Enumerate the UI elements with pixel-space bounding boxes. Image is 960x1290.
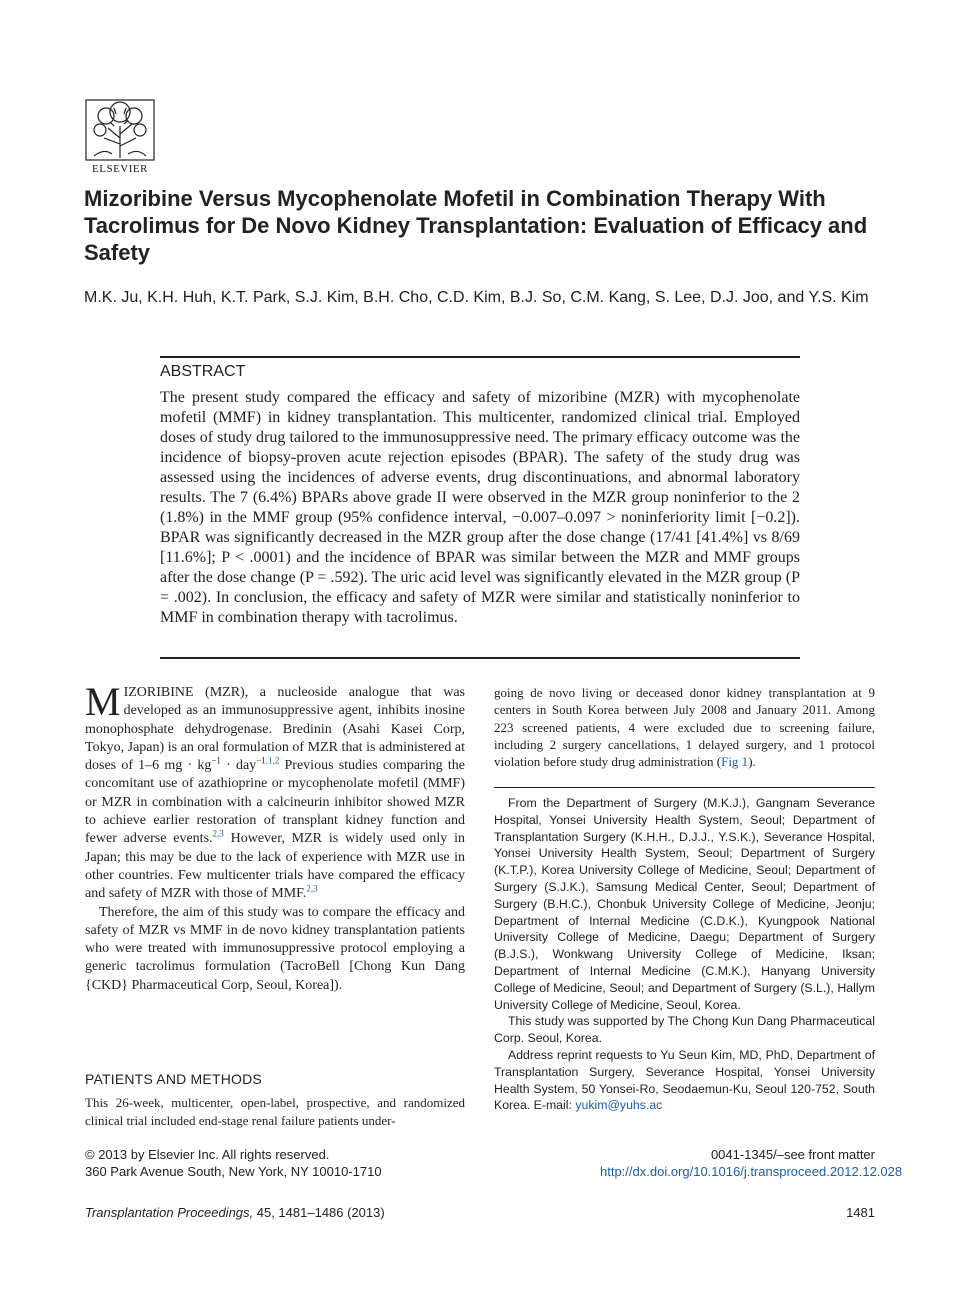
introduction-section — [85, 679, 465, 995]
copyright-block — [85, 1146, 382, 1180]
reference-link[interactable]: 2,3 — [212, 828, 224, 839]
abstract-bottom-rule — [160, 657, 800, 659]
abstract-heading: ABSTRACT — [160, 363, 246, 380]
figure-link[interactable]: Fig 1 — [721, 754, 749, 770]
article-title: Mizoribine Versus Mycophenolate Mofetil in Combination Therapy With Tacrolimus for De Novo Kidney Transplantation: Evaluation of Efficacy and Safety — [84, 186, 868, 265]
footnote-rule — [494, 787, 875, 788]
intro-text-a: (MZR), a nucleoside analogue that was developed as an immunosuppressive agent, inhibits inosine monophosphate dehydrogenase. Bredinin (Asahi Kasei Corp, Tokyo, Japan) is an oral formulation of MZR that is administered at doses of 1–6 mg · kg — [85, 685, 465, 774]
intro-text-b: · day — [220, 758, 257, 774]
superscript-exponent: −1 — [256, 755, 266, 766]
abstract-body: The present study compared the efficacy and safety of mizoribine (MZR) with mycophenolate mofetil (MMF) in kidney transplantation. This multicenter, randomized clinical trial. Employed doses of study drug tailored to the immunosuppressive need. The primary efficacy outcome was the incidence of biopsy-proven acute rejection episodes (BPAR). The safety of the study drug was assessed using the incidences of adverse events, drug discontinuations, and abnormal laboratory results. The 7 (6.4%) BPARs above grade II were observed in the MZR group noninferior to the 2 (1.8%) in the MMF group (95% confidence interval, −0.007–0.097 > noninferiority limit [−0.2]). BPAR was significantly decreased in the MZR group after the dose change (17/41 [41.4%] vs 8/69 [11.6%]; P < .0001) and the incidence of BPAR was similar between the MZR and MMF groups after the dose change (P = .592). The uric acid level was significantly elevated in the MZR group (P = .002). In conclusion, the efficacy and safety of MZR were similar and statistically noninferior to MMF in combination therapy with tacrolimus. — [160, 389, 800, 626]
reprint-text: Address reprint requests to Yu Seun Kim, MD, PhD, Department of Transplantation Surgery, Severance Hospital, Yonsei University Health System, 50 Yonsei-Ro, Seodaemun-Ku, Seoul 120-752, South Korea. E-mail: — [494, 1047, 875, 1113]
methods-paragraph-continued — [494, 684, 875, 770]
intro-paragraph-2: Therefore, the aim of this study was to compare the efficacy and safety of MZR vs MMF in de novo kidney transplantation patients who were treated with immunosuppressive protocol employing a generic tacrolimus formulation (TacroBell [Chong Kun Dang {CKD} Pharmaceutical Corp, Seoul, Korea]). — [85, 904, 465, 993]
issn-block — [600, 1146, 903, 1180]
author-list: M.K. Ju, K.H. Huh, K.T. Park, S.J. Kim, B.H. Cho, C.D. Kim, B.J. So, C.M. Kang, S. Lee, D.J. Joo, and Y.S. Kim — [84, 289, 869, 306]
affiliations-footnote — [494, 795, 875, 1114]
methods-heading: PATIENTS AND METHODS — [85, 1071, 262, 1087]
issn-text: 0041-1345/–see front matter — [710, 1147, 875, 1162]
email-link[interactable]: yukim@yuhs.ac — [575, 1098, 663, 1113]
funding-text: This study was supported by The Chong Kun Dang Pharmaceutical Corp. Seoul, Korea. — [494, 1014, 875, 1046]
intro-paragraph-1 — [85, 679, 465, 904]
reprint-address — [494, 1047, 875, 1114]
page-number: 1481 — [846, 1205, 875, 1220]
publisher-address: 360 Park Avenue South, New York, NY 10010-1710 — [85, 1164, 382, 1179]
doi-link[interactable]: http://dx.doi.org/10.1016/j.transproceed.2012.12.028 — [600, 1164, 903, 1179]
affiliations-text: From the Department of Surgery (M.K.J.), Gangnam Severance Hospital, Yonsei University Health System, Seoul; Department of Transplantation Surgery (K.H.H., D.J.J., Y.S.K.), Severance Hospital, Yonsei University Health System, Seoul; Department of Surgery (K.T.P.), Korea University College of Medicine, Seoul; Department of Surgery (S.J.K.), Samsung Medical Center, Seoul; Department of Surgery (B.H.C.), Chonbuk University College of Medicine, Jeonju; Department of Internal Medicine (C.D.K.), Kyungpook National University College of Medicine, Daegu; Department of Surgery (B.J.S.), Wonkwang University College of Medicine, Iksan; Department of Internal Medicine (C.M.K.), Hanyang University College of Medicine, Seoul; and Department of Surgery (S.L.), Hallym University College of Medicine, Seoul, Korea. — [494, 796, 875, 1012]
copyright-text: © 2013 by Elsevier Inc. All rights reserved. — [85, 1147, 330, 1162]
drop-cap: M — [85, 679, 121, 724]
superscript-exponent: −1 — [211, 755, 221, 766]
intro-text-c: Previous studies comparing the concomitant use of azathioprine or mycophenolate mofetil (MMF) or MZR in combination with a calcineurin inhibitor showed MZR to achieve earlier restoration of transplant kidney function and fewer adverse events. — [85, 758, 465, 847]
reference-link[interactable]: .1,2 — [265, 755, 280, 766]
methods-text-end: ). — [748, 754, 756, 770]
journal-citation — [85, 1205, 385, 1220]
methods-paragraph-start: This 26-week, multicenter, open-label, prospective, and randomized clinical trial included end-stage renal failure patients under- — [85, 1095, 465, 1128]
intro-lead-word: IZORIBINE — [123, 685, 194, 700]
methods-text: going de novo living or deceased donor kidney transplantation at 9 centers in South Korea between July 2008 and January 2011. Among 223 screened patients, 4 were excluded due to screening failure, including 2 surgery cancellations, 1 delayed surgery, and 1 protocol violation before study drug administration ( — [494, 685, 875, 770]
intro-text-d: However, MZR is widely used only in Japan; this may be due to the lack of experience with MZR use in other countries. Few multicenter trials have compared the efficacy and safety of MZR with those of MMF. — [85, 831, 465, 902]
journal-volume: 45, 1481–1486 (2013) — [253, 1205, 385, 1220]
abstract-top-rule — [160, 356, 800, 358]
reference-link[interactable]: 2,3 — [306, 883, 318, 894]
publisher-name: ELSEVIER — [92, 163, 148, 175]
journal-name: Transplantation Proceedings, — [85, 1205, 254, 1220]
